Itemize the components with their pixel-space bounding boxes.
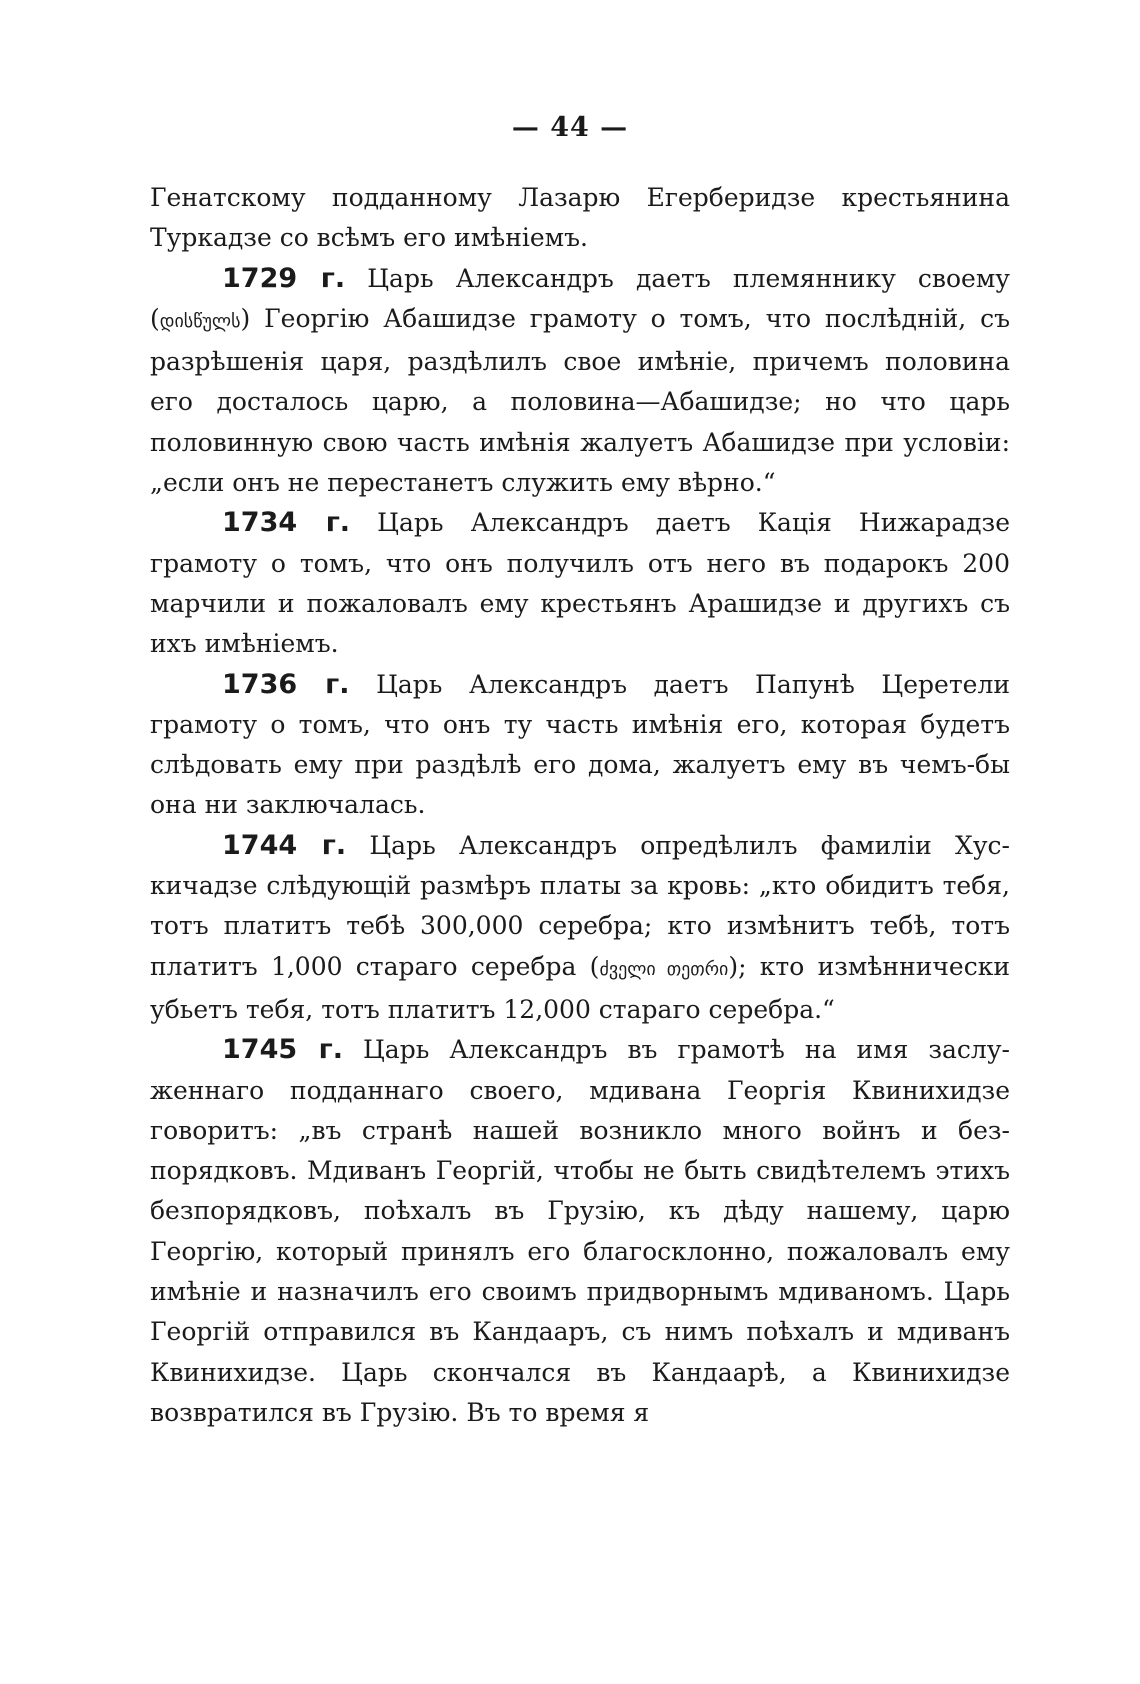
entry-1745 <box>150 1030 1010 1433</box>
entry-text: Царь Александръ даетъ Кація Нижарадзе грамоту о томъ, что онъ получилъ отъ него въ подарокъ 200 марчили и пожаловалъ ему крестьянъ Арашидзе и другихъ съ ихъ имѣніемъ. <box>150 508 1010 659</box>
paragraph-text: Генатскому подданному Лазарю Егерберидзе крестьянина Туркадзе со всѣмъ его имѣніемъ. <box>150 183 1010 253</box>
georgian-term: ძველი თეთრი <box>599 958 729 980</box>
entry-1744 <box>150 826 1010 1030</box>
georgian-term: დისწულს <box>159 310 241 332</box>
entry-text: Царь Александръ опредѣлилъ фамиліи Хускичадзе слѣдующій размѣръ платы за кровь: „кто обидитъ тебя, тотъ платитъ тебѣ 300,000 серебра; кто измѣнитъ тебѣ, тотъ платитъ 1,000 стараго серебра ( <box>150 830 1010 981</box>
entry-text: Царь Александръ въ грамотѣ на имя заслуженнаго подданнаго своего, мдивана Георгія Квинихидзе говоритъ: „въ странѣ нашей возникло много войнъ и безпорядковъ. Мдиванъ Георгій, чтобы не быть свидѣтелемъ этихъ безпорядковъ, поѣхалъ въ Грузію, къ дѣду нашему, царю Георгію, который принялъ его благосклонно, пожаловалъ ему имѣніе и назначилъ его своимъ придворнымъ мдиваномъ. Царь Георгій отправился въ Кандааръ, съ нимъ поѣхалъ и мдиванъ Квинихидзе. Царь скончался въ Кандаарѣ, а Квинихидзе возвратился въ Грузію. Въ то время я <box>150 1035 1010 1427</box>
page-number: — 44 — <box>511 112 629 143</box>
entry-text: Царь Александръ даетъ Папунѣ Церетели грамоту о томъ, что онъ ту часть имѣнія его, которая будетъ слѣдовать ему при раздѣлѣ его дома, жалуетъ ему въ чемъ-бы она ни заключалась. <box>150 669 1010 820</box>
entry-1736 <box>150 665 1010 826</box>
entry-year: 1734 г. <box>222 507 351 539</box>
paragraph-continuation <box>150 178 1010 259</box>
entry-year: 1729 г. <box>222 262 346 294</box>
entry-text: Царь Александръ даетъ племяннику своему ( <box>150 263 1010 333</box>
entry-1729 <box>150 259 1010 504</box>
entry-text: ); кто измѣннически убьетъ тебя, тотъ платитъ 12,000 стараго серебра.“ <box>150 951 1011 1024</box>
text-body <box>150 178 1010 1433</box>
entry-year: 1744 г. <box>222 829 347 861</box>
entry-year: 1745 г. <box>222 1034 343 1066</box>
entry-year: 1736 г. <box>222 668 350 700</box>
entry-text: ) Георгію Абашидзе грамоту о томъ, что послѣдній, съ разрѣшенія царя, раздѣлилъ свое имѣніе, причемъ половина его досталось царю, а половина—Абашидзе; но что царь половинную свою часть имѣнія жалуетъ Абашидзе при условіи: „если онъ не перестанетъ служить ему вѣрно.“ <box>150 303 1010 498</box>
entry-1734 <box>150 503 1010 664</box>
